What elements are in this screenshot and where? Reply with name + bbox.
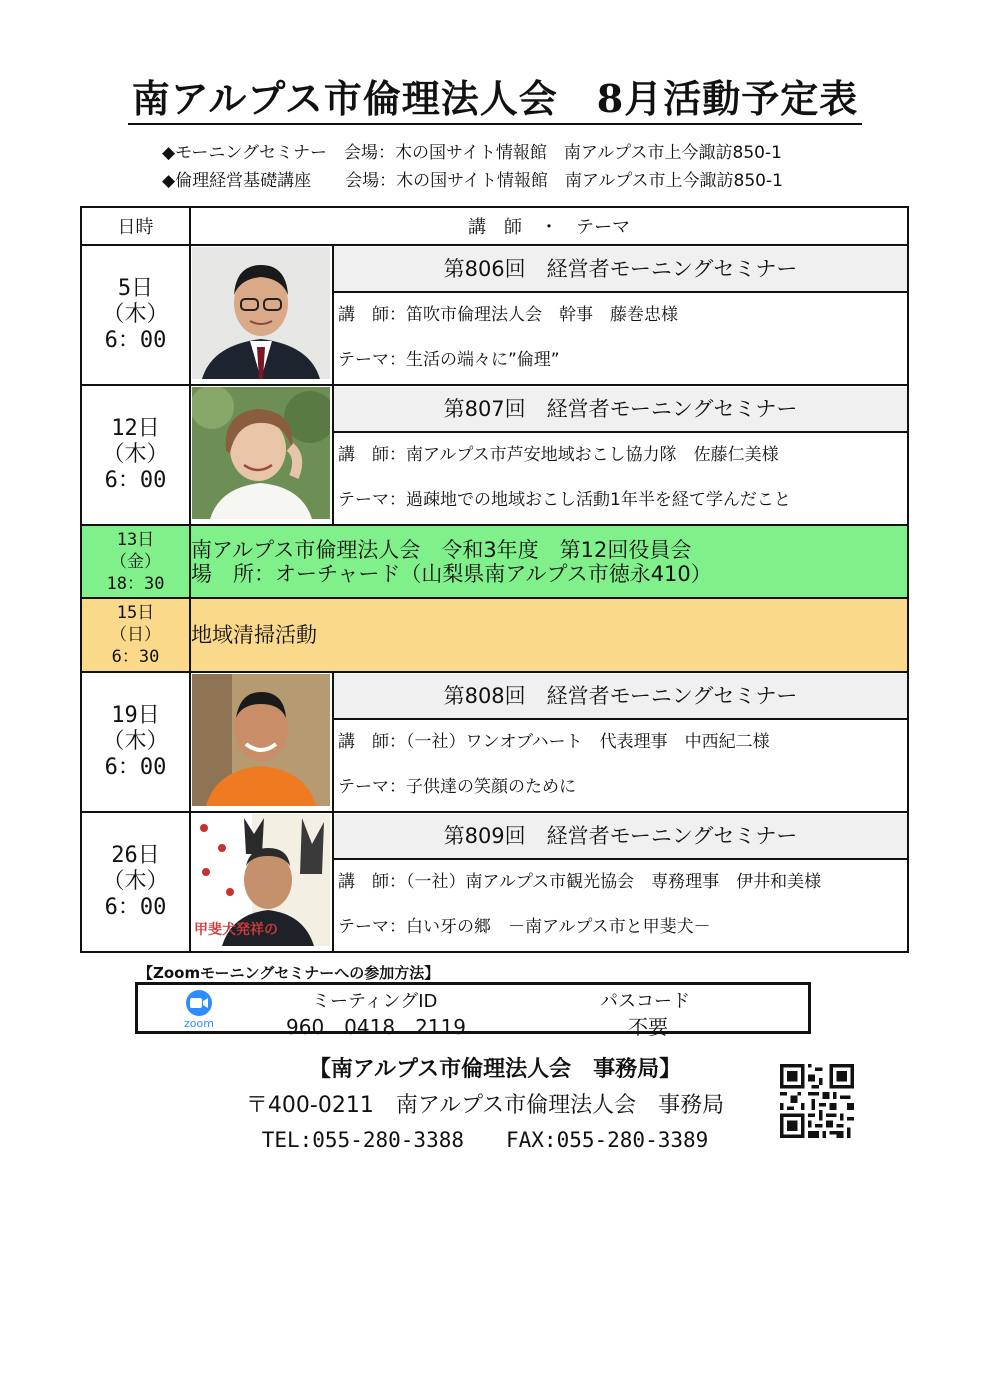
meeting-title: 南アルプス市倫理法人会 令和3年度 第12回役員会 [191,537,692,562]
date-time: 6：00 [104,755,167,780]
table-row [81,672,908,812]
seminar-cell [333,672,908,812]
date-time: 6：00 [104,468,167,493]
photo-sign-text: 甲斐犬発祥の [194,922,278,938]
zoom-logo-text: zoom [184,1017,214,1029]
date-weekday: （木） [102,869,169,894]
zoom-logo-icon [176,989,222,1029]
header-date: 日時 [81,207,190,245]
date-time: 18：30 [106,573,165,594]
date-day: 5日 [117,276,154,301]
seminar-theme: テーマ：過疎地での地域おこし活動1年半を経て学んだこと [338,490,791,510]
table-row-meeting [81,525,908,598]
table-row [81,245,908,385]
meeting-id-value: 960 0418 2119 [286,1015,466,1039]
seminar-theme: テーマ：生活の端々に”倫理” [338,350,560,370]
meeting-cell [190,525,908,598]
cleanup-cell: 地域清掃活動 [190,598,908,672]
date-time: 6：30 [111,647,160,667]
speaker-photo [192,387,330,519]
date-day: 26日 [111,843,160,868]
seminar-cell [333,245,908,385]
table-row [81,812,908,952]
passcode-value: 不要 [628,1015,668,1039]
speaker-photo [192,814,330,946]
date-weekday: （日） [110,625,161,645]
seminar-title: 第806回 経営者モーニングセミナー [334,247,907,293]
seminar-theme: テーマ：白い牙の郷 －南アルプス市と甲斐犬－ [338,917,711,937]
date-time: 6：00 [104,895,167,920]
seminar-title: 第807回 経営者モーニングセミナー [334,387,907,433]
seminar-speaker: 講 師：南アルプス市芦安地域おこし協力隊 佐藤仁美様 [338,445,779,465]
qr-code-icon [778,1064,856,1138]
zoom-heading: 【Zoomモーニングセミナーへの参加方法】 [138,964,440,982]
date-cell [81,385,190,525]
date-day: 12日 [111,416,160,441]
office-contact: TEL:055-280-3388 FAX:055-280-3389 [261,1128,709,1152]
date-weekday: （木） [102,302,169,327]
office-heading: 【南アルプス市倫理法人会 事務局】 [308,1057,682,1082]
date-cell [81,812,190,952]
venue-morning-seminar: ◆モーニングセミナー 会場：木の国サイト情報館 南アルプス市上今諏訪850-1 [162,143,782,163]
table-row-cleanup [81,598,908,672]
photo-cell [190,385,333,525]
date-cell [81,245,190,385]
seminar-cell [333,385,908,525]
zoom-info-box [135,982,811,1039]
date-cell [81,598,190,672]
seminar-cell [333,812,908,952]
speaker-photo [192,247,330,379]
schedule-table [80,206,909,953]
office-address: 〒400-0211 南アルプス市倫理法人会 事務局 [245,1093,725,1118]
date-cell [81,525,190,598]
seminar-title: 第809回 経営者モーニングセミナー [334,814,907,860]
date-day: 13日 [116,529,155,550]
header-speaker-theme: 講 師 ・ テーマ [190,207,908,245]
table-row [81,385,908,525]
date-day: 19日 [111,703,160,728]
date-weekday: （金） [110,551,161,572]
page-title: 南アルプス市倫理法人会 8月活動予定表 [0,68,990,123]
seminar-speaker: 講 師：笛吹市倫理法人会 幹事 藤巻忠様 [338,305,678,325]
photo-cell [190,672,333,812]
photo-cell [190,245,333,385]
meeting-location: 場 所：オーチャード（山梨県南アルプス市徳永410） [191,561,712,586]
venue-basic-course: ◆倫理経営基礎講座 会場：木の国サイト情報館 南アルプス市上今諏訪850-1 [162,171,783,191]
date-weekday: （木） [102,729,169,754]
date-time: 6：00 [104,328,167,353]
date-weekday: （木） [102,442,169,467]
date-day: 15日 [116,603,155,623]
speaker-photo [192,674,330,806]
seminar-title: 第808回 経営者モーニングセミナー [334,674,907,720]
seminar-speaker: 講 師：（一社）南アルプス市観光協会 専務理事 伊井和美様 [338,872,822,892]
passcode-label: パスコード [600,991,690,1012]
meeting-id-label: ミーティングID [312,991,438,1012]
photo-cell [190,812,333,952]
seminar-theme: テーマ：子供達の笑顔のために [338,777,576,797]
seminar-speaker: 講 師：（一社）ワンオブハート 代表理事 中西紀二様 [338,732,770,752]
date-cell [81,672,190,812]
